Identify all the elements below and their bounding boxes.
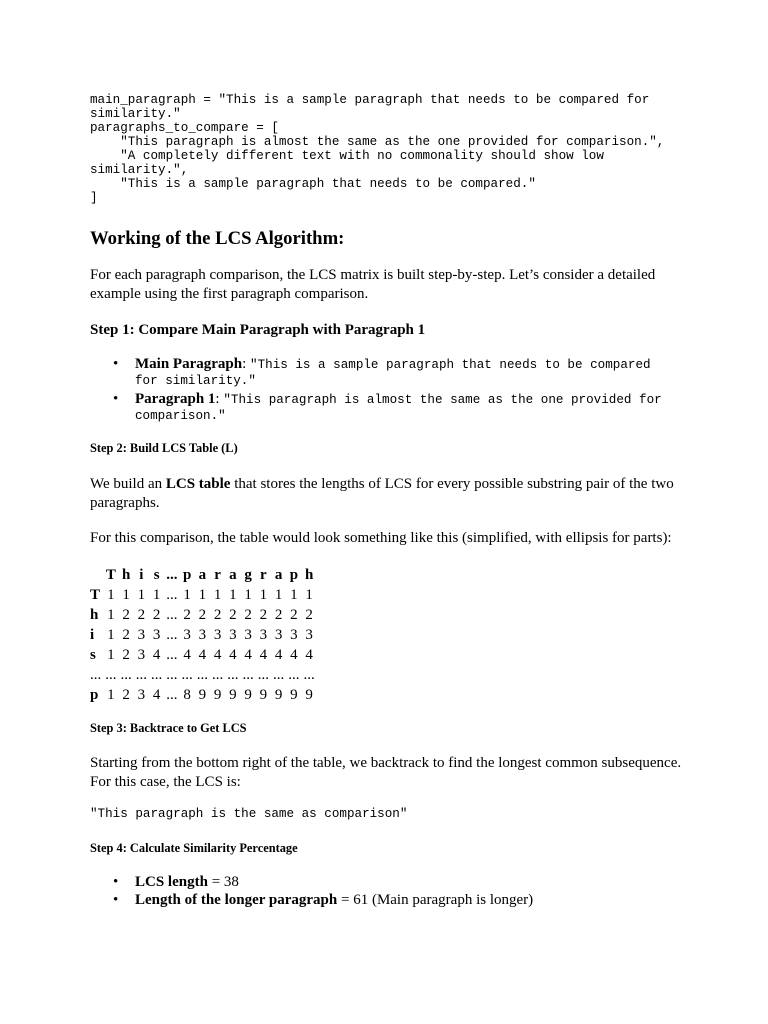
table-cell: ... <box>135 667 147 683</box>
table-cell: 3 <box>198 627 207 643</box>
table-cell: ... <box>166 687 178 703</box>
table-row-header: T <box>90 587 101 603</box>
table-row-header: h <box>90 607 99 623</box>
table-header-cell: p <box>289 567 299 583</box>
table-header-cell: i <box>139 567 144 583</box>
table-cell: 3 <box>274 627 283 643</box>
table-cell: ... <box>196 667 208 683</box>
table-cell: 1 <box>274 587 283 603</box>
bullet-icon: • <box>113 391 119 407</box>
table-row-header: p <box>90 687 99 703</box>
list-item <box>90 392 690 424</box>
item-value: = 61 (Main paragraph is longer) <box>337 892 534 908</box>
table-cell: 3 <box>244 627 252 643</box>
list-item <box>90 357 690 389</box>
table-cell: 3 <box>137 647 146 663</box>
table-cell: 1 <box>152 587 161 603</box>
table-cell: ... <box>166 667 178 683</box>
list-item <box>90 873 690 891</box>
table-header-cell: a <box>198 567 207 583</box>
table-header-cell: h <box>304 567 314 583</box>
table-cell: 3 <box>152 627 161 643</box>
table-row <box>88 685 317 705</box>
table-cell: 2 <box>259 607 268 623</box>
table-cell: 2 <box>137 607 146 623</box>
table-cell: 1 <box>137 587 146 603</box>
table-cell: 1 <box>183 587 191 603</box>
table-cell: 1 <box>244 587 252 603</box>
table-cell: 2 <box>183 607 191 623</box>
table-header-cell: r <box>260 567 267 583</box>
item-value: "This is a sample paragraph that needs to be compared for similarity." <box>135 358 651 388</box>
lcs-table <box>88 565 317 705</box>
table-cell: 3 <box>305 627 313 643</box>
table-header-cell: r <box>214 567 221 583</box>
table-row <box>88 665 317 685</box>
list-item <box>90 891 690 909</box>
item-label: Length of the longer paragraph <box>135 892 338 908</box>
table-cell: 2 <box>213 607 222 623</box>
table-header-cell: T <box>105 567 116 583</box>
item-label: Paragraph 1 <box>135 391 216 407</box>
item-label: Main Paragraph <box>135 356 243 372</box>
table-row <box>88 585 317 605</box>
item-separator: : <box>215 391 224 407</box>
table-cell: 9 <box>274 687 283 703</box>
table-cell: 8 <box>183 687 191 703</box>
table-header-cell: h <box>121 567 131 583</box>
step4-list <box>90 873 690 909</box>
table-cell: ... <box>166 627 178 643</box>
step3-heading: Step 3: Backtrace to Get LCS <box>90 721 247 735</box>
table-cell: 2 <box>229 607 237 623</box>
table-cell: 1 <box>107 627 115 643</box>
item-separator: : <box>242 356 251 372</box>
item-label: LCS length <box>135 874 208 890</box>
bullet-icon: • <box>113 356 119 372</box>
table-cell: 1 <box>259 587 268 603</box>
table-cell: 2 <box>122 687 130 703</box>
table-cell: 1 <box>122 587 130 603</box>
table-cell: ... <box>105 667 117 683</box>
table-cell: ... <box>166 587 178 603</box>
table-body <box>88 585 317 705</box>
table-cell: 4 <box>274 647 283 663</box>
table-header-cell: a <box>274 567 283 583</box>
table-cell: ... <box>288 667 300 683</box>
table-cell: ... <box>303 667 315 683</box>
step1-heading: Step 1: Compare Main Paragraph with Paragraph 1 <box>90 322 426 338</box>
code-block: main_paragraph = "This is a sample paragraph that needs to be compared for similarity." paragraphs_to_compare = [ "This paragraph is almost the same as the one provided for comparison.", "A completely different text with no commonality should show low similarity.", "This is a sample paragraph that needs to be compared." ] <box>90 93 665 205</box>
table-cell: ... <box>227 667 239 683</box>
step2-paragraph-1 <box>90 475 690 512</box>
step1-list <box>90 357 690 424</box>
table-cell: 4 <box>229 647 237 663</box>
table-header-cell: p <box>182 567 192 583</box>
step4-heading: Step 4: Calculate Similarity Percentage <box>90 841 298 855</box>
table-cell: 1 <box>229 587 237 603</box>
table-cell: 4 <box>183 647 191 663</box>
table-cell: 2 <box>290 607 298 623</box>
table-cell: ... <box>212 667 224 683</box>
table-cell: 9 <box>229 687 237 703</box>
table-cell: 4 <box>213 647 222 663</box>
bullet-icon: • <box>113 874 119 890</box>
table-cell: 2 <box>122 627 130 643</box>
table-cell: 2 <box>152 607 161 623</box>
table-cell: ... <box>257 667 269 683</box>
table-cell: 4 <box>305 647 313 663</box>
lcs-result: "This paragraph is the same as comparison" <box>90 807 408 821</box>
table-cell: 4 <box>244 647 252 663</box>
table-row-header: ... <box>90 667 102 683</box>
table-row-header: i <box>90 627 95 643</box>
table-cell: 1 <box>305 587 313 603</box>
table-cell: 9 <box>305 687 313 703</box>
item-value: "This paragraph is almost the same as the one provided for comparison." <box>135 393 662 423</box>
table-cell: ... <box>166 607 178 623</box>
table-cell: 9 <box>244 687 252 703</box>
table-cell: 1 <box>107 687 115 703</box>
table-header-row <box>88 565 317 585</box>
table-cell: 3 <box>137 687 146 703</box>
table-row <box>88 645 317 665</box>
item-value: = 38 <box>207 874 239 890</box>
table-cell: 3 <box>183 627 191 643</box>
intro-paragraph: For each paragraph comparison, the LCS matrix is built step-by-step. Let’s consider a detailed example using the first paragraph comparison. <box>90 267 656 302</box>
table-cell: 1 <box>107 647 115 663</box>
table-cell: 4 <box>198 647 207 663</box>
text-span: We build an <box>90 476 166 492</box>
table-cell: 4 <box>259 647 268 663</box>
table-cell: 2 <box>198 607 207 623</box>
section-title: Working of the LCS Algorithm: <box>90 228 345 249</box>
table-cell: ... <box>166 647 178 663</box>
table-cell: 3 <box>229 627 237 643</box>
table-header-cell: g <box>244 567 252 583</box>
table-row-header: s <box>90 647 96 663</box>
table-cell: 1 <box>213 587 222 603</box>
table-cell: 1 <box>107 587 115 603</box>
step2-heading: Step 2: Build LCS Table (L) <box>90 441 238 455</box>
table-header-cell: a <box>229 567 237 583</box>
table-header-cell: ... <box>166 567 178 583</box>
table-cell: 4 <box>152 687 161 703</box>
table-cell: ... <box>151 667 163 683</box>
table-cell: 4 <box>290 647 298 663</box>
table-cell: 2 <box>274 607 283 623</box>
bullet-icon: • <box>113 892 119 908</box>
step3-paragraph: Starting from the bottom right of the table, we backtrack to find the longest common subsequence. For this case, the LCS is: <box>90 755 682 790</box>
table-cell: 1 <box>107 607 115 623</box>
table-cell: 9 <box>259 687 268 703</box>
table-cell: 3 <box>290 627 298 643</box>
table-cell: ... <box>273 667 285 683</box>
table-cell: ... <box>242 667 254 683</box>
bold-term: LCS table <box>165 476 231 492</box>
table-cell: 3 <box>259 627 268 643</box>
table-cell: 1 <box>198 587 207 603</box>
table-cell: 9 <box>213 687 222 703</box>
table-cell: 1 <box>290 587 298 603</box>
table-cell: 3 <box>213 627 222 643</box>
table-cell: 2 <box>305 607 313 623</box>
table-row <box>88 625 317 645</box>
text-span: that stores the lengths of LCS for every possible substring pair of the two paragraphs. <box>90 476 674 511</box>
table-cell: ... <box>120 667 132 683</box>
table-cell: 4 <box>152 647 161 663</box>
table-cell: 2 <box>122 647 130 663</box>
table-row <box>88 605 317 625</box>
table-header-cell: s <box>153 567 160 583</box>
table-cell: 2 <box>244 607 252 623</box>
table-cell: 9 <box>290 687 298 703</box>
table-corner-cell <box>88 565 103 585</box>
table-cell: ... <box>181 667 193 683</box>
step2-paragraph-2: For this comparison, the table would look something like this (simplified, with ellipsis for parts): <box>90 530 672 546</box>
table-cell: 2 <box>122 607 130 623</box>
table-cell: 3 <box>137 627 146 643</box>
table-cell: 9 <box>198 687 207 703</box>
